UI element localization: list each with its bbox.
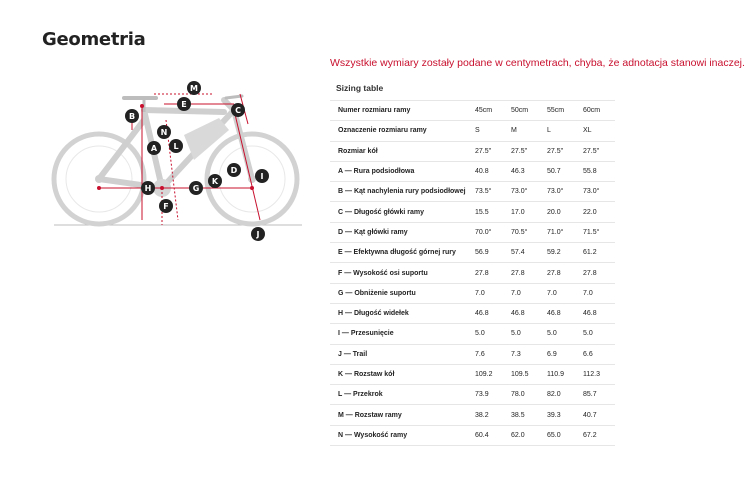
table-cell: 59.2: [543, 243, 579, 263]
label-badge-e: [177, 97, 191, 111]
table-cell: 73.0°: [507, 182, 543, 202]
table-cell: 46.8: [543, 303, 579, 323]
table-cell: 46.8: [471, 303, 507, 323]
table-cell: 50cm: [507, 101, 543, 121]
table-row: [330, 243, 615, 263]
table-row: [330, 263, 615, 283]
table-cell: 60.4: [471, 425, 507, 445]
row-label: L — Przekrok: [330, 385, 471, 405]
measurement-note: Wszystkie wymiary zostały podane w centymetrach, chyba, że adnotacja stanowi inaczej.: [330, 57, 745, 69]
table-cell: 39.3: [543, 405, 579, 425]
table-cell: 65.0: [543, 425, 579, 445]
table-cell: 109.5: [507, 364, 543, 384]
table-cell: 60cm: [579, 101, 615, 121]
table-row: [330, 202, 615, 222]
svg-text:G: G: [192, 184, 200, 193]
row-label: Numer rozmiaru ramy: [330, 101, 471, 121]
table-row: [330, 222, 615, 242]
row-label: E — Efektywna długość górnej rury: [330, 243, 471, 263]
table-cell: 109.2: [471, 364, 507, 384]
label-badge-h: [141, 181, 155, 195]
table-cell: 27.8: [579, 263, 615, 283]
table-cell: 38.5: [507, 405, 543, 425]
row-label: G — Obniżenie suportu: [330, 283, 471, 303]
label-badge-c: [231, 103, 245, 117]
row-label: H — Długość widełek: [330, 303, 471, 323]
table-cell: 40.7: [579, 405, 615, 425]
svg-text:M: M: [190, 84, 198, 93]
table-cell: 7.0: [471, 283, 507, 303]
table-row: [330, 182, 615, 202]
table-row: [330, 303, 615, 323]
bike-geometry-illustration: [44, 70, 314, 250]
table-cell: 27.5": [543, 141, 579, 161]
table-cell: 67.2: [579, 425, 615, 445]
svg-text:F: F: [163, 202, 169, 211]
row-label: Oznaczenie rozmiaru ramy: [330, 121, 471, 141]
label-badge-m: [187, 81, 201, 95]
svg-text:H: H: [144, 184, 152, 193]
table-cell: 22.0: [579, 202, 615, 222]
table-cell: 85.7: [579, 385, 615, 405]
table-cell: 70.0°: [471, 222, 507, 242]
table-cell: 27.5": [579, 141, 615, 161]
table-row: [330, 141, 615, 161]
label-badge-i: [255, 169, 269, 183]
row-label: I — Przesunięcie: [330, 324, 471, 344]
label-badge-b: [125, 109, 139, 123]
svg-text:B: B: [128, 112, 136, 121]
label-badge-a: [147, 141, 161, 155]
table-cell: 7.3: [507, 344, 543, 364]
table-cell: 45cm: [471, 101, 507, 121]
row-label: B — Kąt nachylenia rury podsiodłowej: [330, 182, 471, 202]
table-cell: 7.0: [507, 283, 543, 303]
row-label: F — Wysokość osi suportu: [330, 263, 471, 283]
row-label: M — Rozstaw ramy: [330, 405, 471, 425]
table-cell: 5.0: [543, 324, 579, 344]
svg-text:L: L: [173, 142, 179, 151]
row-label: D — Kąt główki ramy: [330, 222, 471, 242]
table-cell: 5.0: [471, 324, 507, 344]
table-cell: 27.5": [507, 141, 543, 161]
table-cell: 46.3: [507, 161, 543, 181]
label-badge-j: [251, 227, 265, 241]
table-cell: 7.0: [579, 283, 615, 303]
table-cell: 78.0: [507, 385, 543, 405]
table-row: [330, 385, 615, 405]
table-row: [330, 161, 615, 181]
page-title: Geometria: [42, 29, 146, 50]
table-row: [330, 425, 615, 445]
table-row: [330, 324, 615, 344]
table-cell: 15.5: [471, 202, 507, 222]
table-cell: 5.0: [507, 324, 543, 344]
table-cell: 40.8: [471, 161, 507, 181]
table-cell: 55cm: [543, 101, 579, 121]
table-row: [330, 364, 615, 384]
table-cell: 71.5°: [579, 222, 615, 242]
table-row: [330, 405, 615, 425]
row-label: A — Rura podsiodłowa: [330, 161, 471, 181]
table-cell: 112.3: [579, 364, 615, 384]
table-cell: 46.8: [507, 303, 543, 323]
table-cell: 38.2: [471, 405, 507, 425]
table-cell: 61.2: [579, 243, 615, 263]
table-cell: 7.6: [471, 344, 507, 364]
svg-text:I: I: [260, 172, 264, 181]
table-cell: 17.0: [507, 202, 543, 222]
table-row: [330, 101, 615, 121]
row-label: J — Trail: [330, 344, 471, 364]
table-cell: 7.0: [543, 283, 579, 303]
label-badge-f: [159, 199, 173, 213]
table-cell: M: [507, 121, 543, 141]
table-cell: 46.8: [579, 303, 615, 323]
table-cell: 73.9: [471, 385, 507, 405]
svg-text:C: C: [235, 106, 241, 115]
svg-text:N: N: [160, 128, 168, 137]
table-cell: 73.0°: [543, 182, 579, 202]
label-badge-n: [157, 125, 171, 139]
row-label: N — Wysokość ramy: [330, 425, 471, 445]
table-cell: 70.5°: [507, 222, 543, 242]
svg-text:A: A: [150, 144, 158, 153]
table-row: [330, 283, 615, 303]
table-cell: 6.6: [579, 344, 615, 364]
label-badge-g: [189, 181, 203, 195]
label-badge-k: [208, 174, 222, 188]
table-cell: 82.0: [543, 385, 579, 405]
table-cell: 50.7: [543, 161, 579, 181]
table-cell: 5.0: [579, 324, 615, 344]
table-cell: 6.9: [543, 344, 579, 364]
label-badge-d: [227, 163, 241, 177]
table-cell: 27.8: [471, 263, 507, 283]
row-label: K — Rozstaw kół: [330, 364, 471, 384]
svg-text:E: E: [181, 100, 187, 109]
table-cell: 55.8: [579, 161, 615, 181]
table-cell: L: [543, 121, 579, 141]
svg-text:J: J: [256, 230, 260, 239]
row-label: Rozmiar kół: [330, 141, 471, 161]
table-cell: 71.0°: [543, 222, 579, 242]
svg-text:D: D: [230, 166, 238, 175]
table-cell: XL: [579, 121, 615, 141]
svg-text:K: K: [211, 177, 219, 186]
table-cell: 27.5": [471, 141, 507, 161]
table-cell: 73.0°: [579, 182, 615, 202]
table-cell: 110.9: [543, 364, 579, 384]
table-row: [330, 121, 615, 141]
table-cell: 62.0: [507, 425, 543, 445]
table-cell: 27.8: [543, 263, 579, 283]
row-label: C — Długość główki ramy: [330, 202, 471, 222]
geometry-diagram: [44, 70, 314, 250]
label-badge-l: [169, 139, 183, 153]
table-cell: 57.4: [507, 243, 543, 263]
table-cell: 20.0: [543, 202, 579, 222]
table-cell: 27.8: [507, 263, 543, 283]
table-cell: 73.5°: [471, 182, 507, 202]
table-cell: 56.9: [471, 243, 507, 263]
table-cell: S: [471, 121, 507, 141]
sizing-table-title: Sizing table: [336, 83, 384, 93]
geometry-table: [330, 100, 615, 446]
table-row: [330, 344, 615, 364]
